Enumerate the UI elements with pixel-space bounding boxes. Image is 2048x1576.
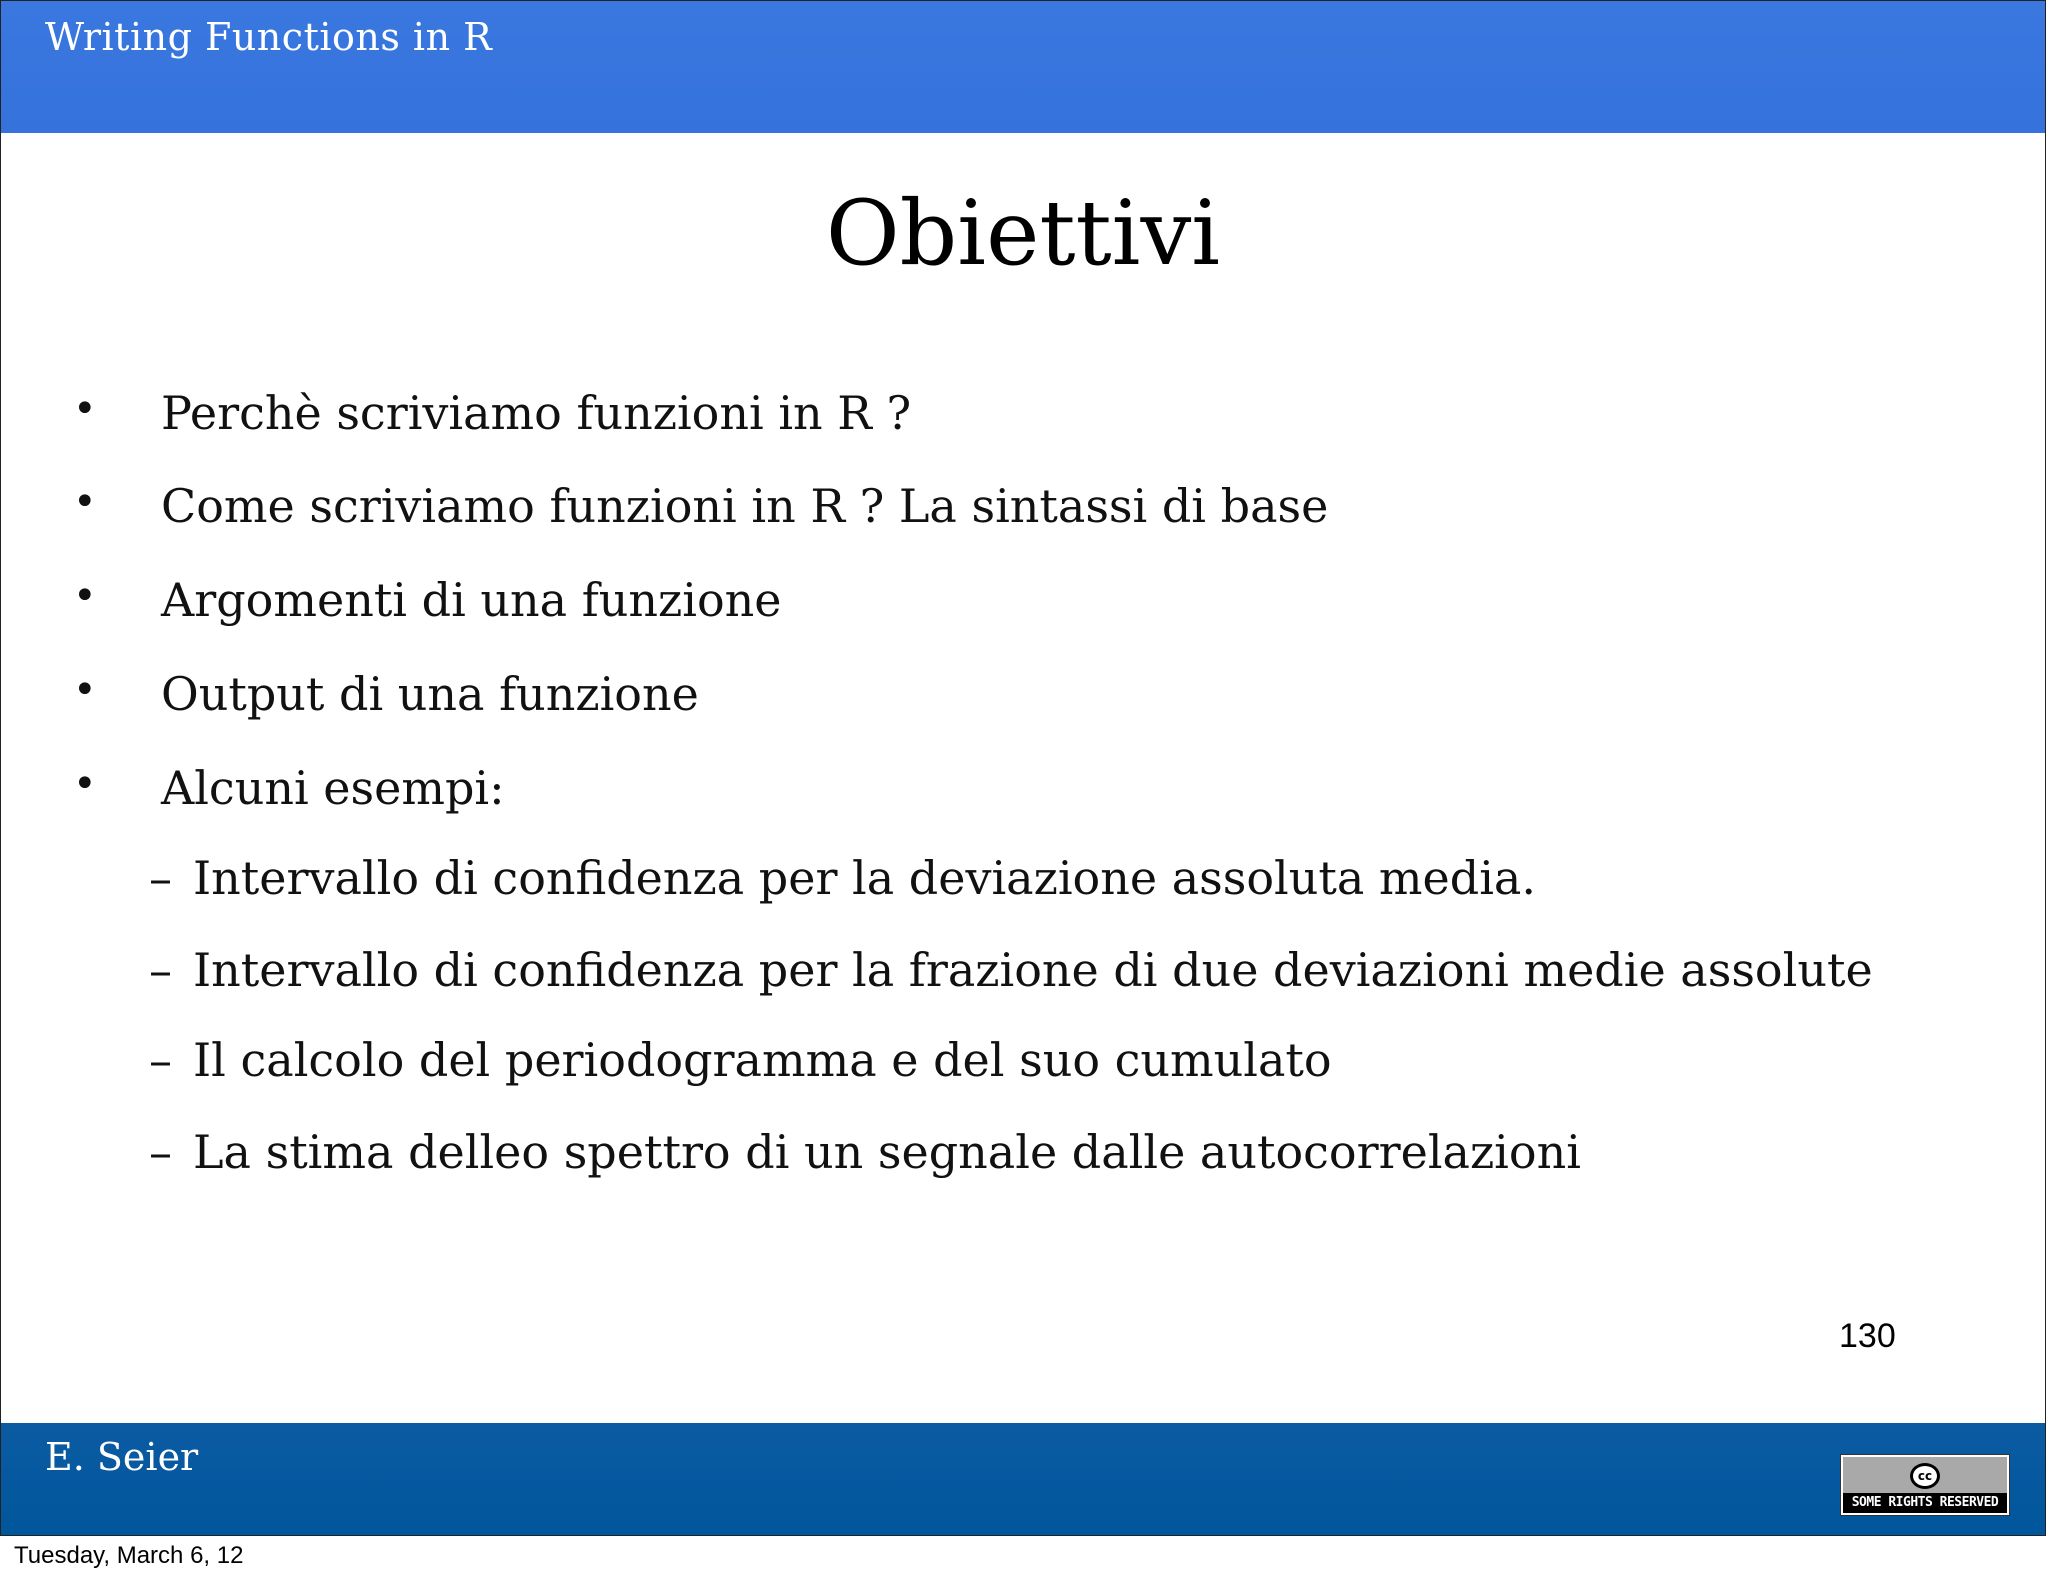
presentation-title: Writing Functions in R [45,15,493,59]
slide-title: Obiettivi [825,181,1221,286]
bullet-dot: • [73,479,97,525]
bullet-text: Perchè scriviamo funzioni in R ? [161,386,912,440]
page-number: 130 [1839,1317,1896,1355]
sub-bullet-text: Intervallo di confidenza per la frazione di due deviazioni medie assolute [193,943,1873,997]
bullet-dot: • [73,573,97,619]
footer-bar [1,1423,2045,1536]
sub-bullet-text: La stima delleo spettro di un segnale dalle autocorrelazioni [193,1125,1581,1179]
sub-bullet-text: Il calcolo del periodogramma e del suo cumulato [193,1033,1332,1087]
sub-bullet-dash: – [149,1125,172,1179]
bullet-text: Alcuni esempi: [161,761,505,815]
sub-bullet-dash: – [149,943,172,997]
cc-icon: cc [1910,1463,1940,1489]
sub-bullet-dash: – [149,851,172,905]
bullet-text: Output di una funzione [161,667,699,721]
creative-commons-badge[interactable] [1841,1455,2009,1515]
slide-content [1,1,2045,1535]
date-caption: Tuesday, March 6, 12 [14,1542,244,1569]
footer-author: E. Seier [45,1435,199,1479]
bullet-dot: • [73,386,97,432]
bullet-text: Argomenti di una funzione [161,573,782,627]
cc-badge-text: SOME RIGHTS RESERVED [1843,1493,2007,1513]
bullet-text: Come scriviamo funzioni in R ? La sintassi di base [161,479,1329,533]
sub-bullet-text: Intervallo di confidenza per la deviazione assoluta media. [193,851,1536,905]
sub-bullet-dash: – [149,1033,172,1087]
bullet-dot: • [73,667,97,713]
bullet-dot: • [73,761,97,807]
